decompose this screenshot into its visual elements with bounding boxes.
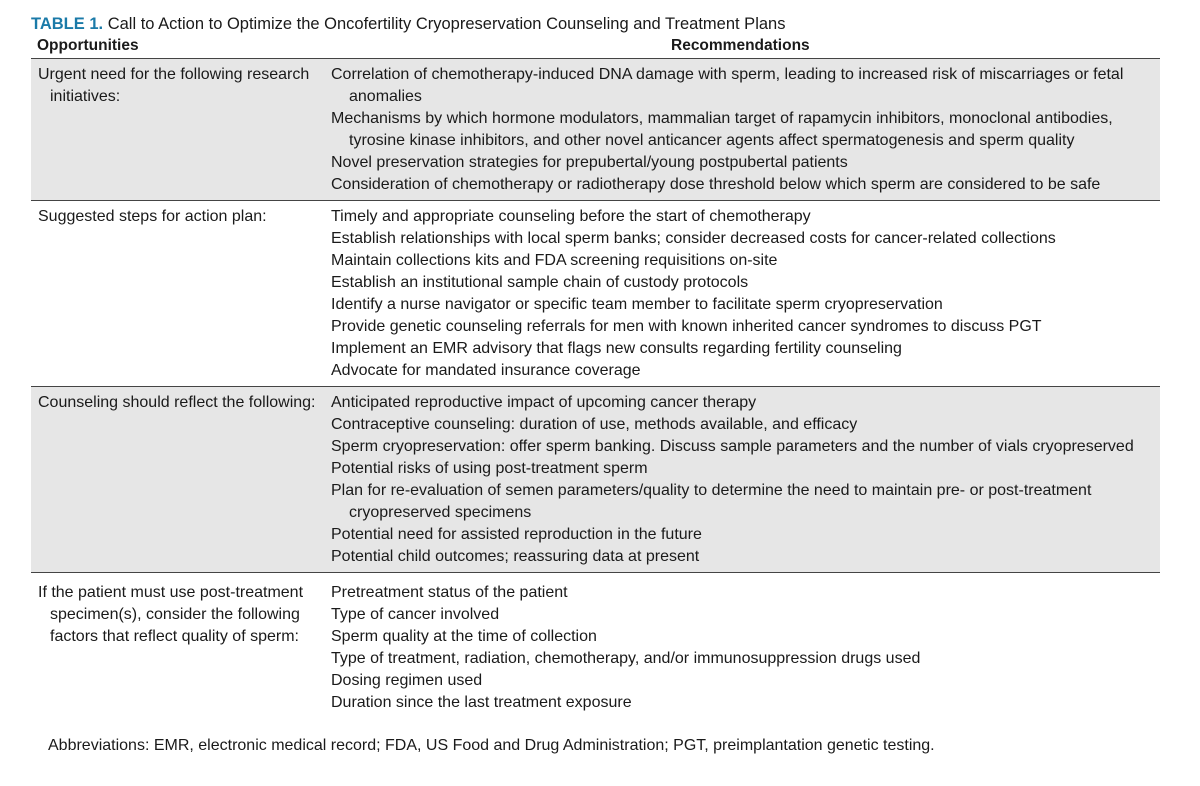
recommendation-item: Implement an EMR advisory that flags new consults regarding fertility counseling [331,340,902,357]
recommendation-item: Type of treatment, radiation, chemotherapy, and/or immunosuppression drugs used [331,650,921,667]
recommendations-cell [331,392,1151,568]
recommendation-item: Sperm cryopreservation: offer sperm banking. Discuss sample parameters and the number of vials cryopreserved [331,438,1134,455]
recommendations-cell [331,206,1151,382]
table-document [31,14,1160,718]
table-header [31,36,1160,59]
recommendation-item: Plan for re-evaluation of semen parameters/quality to determine the need to maintain pre- or post-treatment cryopreserved specimens [331,482,1092,521]
recommendation-item: Anticipated reproductive impact of upcoming cancer therapy [331,394,757,411]
recommendation-item: Pretreatment status of the patient [331,584,568,601]
recommendation-item: Maintain collections kits and FDA screening requisitions on-site [331,252,778,269]
table-caption-title: Call to Action to Optimize the Oncofertility Cryopreservation Counseling and Treatment Plans [107,15,786,33]
table-row [31,387,1160,573]
header-recommendations: Recommendations [671,37,810,54]
recommendation-item: Dosing regimen used [331,672,483,689]
opportunity-text: Suggested steps for action plan: [38,208,267,225]
header-opportunities: Opportunities [37,37,139,54]
opportunity-text: Urgent need for the following research initiatives: [38,66,310,105]
opportunity-cell [31,206,331,382]
recommendation-item: Correlation of chemotherapy-induced DNA damage with sperm, leading to increased risk of miscarriages or fetal anomalies [331,66,1124,105]
recommendation-item: Advocate for mandated insurance coverage [331,362,641,379]
table-row [31,573,1160,718]
recommendation-item: Identify a nurse navigator or specific team member to facilitate sperm cryopreservation [331,296,943,313]
recommendations-cell [331,64,1151,196]
recommendation-item: Sperm quality at the time of collection [331,628,597,645]
table-row [31,59,1160,201]
recommendation-item: Potential child outcomes; reassuring data at present [331,548,700,565]
recommendation-item: Potential risks of using post-treatment sperm [331,460,648,477]
recommendation-item: Potential need for assisted reproduction in the future [331,526,702,543]
opportunity-text: If the patient must use post-treatment specimen(s), consider the following factors that reflect quality of sperm: [38,584,304,645]
table-caption [31,14,1160,36]
recommendation-item: Establish an institutional sample chain of custody protocols [331,274,749,291]
opportunity-cell [31,64,331,196]
table-caption-label: TABLE 1. [31,15,104,33]
recommendation-item: Type of cancer involved [331,606,500,623]
recommendation-item: Duration since the last treatment exposure [331,694,632,711]
opportunity-cell [31,392,331,568]
recommendation-item: Consideration of chemotherapy or radiotherapy dose threshold below which sperm are considered to be safe [331,176,1101,193]
opportunity-cell [31,582,331,714]
recommendation-item: Novel preservation strategies for prepubertal/young postpubertal patients [331,154,848,171]
recommendation-item: Timely and appropriate counseling before the start of chemotherapy [331,208,811,225]
recommendation-item: Provide genetic counseling referrals for men with known inherited cancer syndromes to discuss PGT [331,318,1042,335]
recommendations-cell [331,582,1151,714]
opportunity-text: Counseling should reflect the following: [38,394,316,411]
recommendation-item: Contraceptive counseling: duration of use, methods available, and efficacy [331,416,858,433]
table-row [31,201,1160,387]
recommendation-item: Establish relationships with local sperm banks; consider decreased costs for cancer-related collections [331,230,1056,247]
table-footnote: Abbreviations: EMR, electronic medical record; FDA, US Food and Drug Administration; PGT, preimplantation genetic testing. [48,737,935,754]
recommendation-item: Mechanisms by which hormone modulators, mammalian target of rapamycin inhibitors, monoclonal antibodies, tyrosine kinase inhibitors, and other novel anticancer agents affect spermatogenesis and sperm quality [331,110,1113,149]
